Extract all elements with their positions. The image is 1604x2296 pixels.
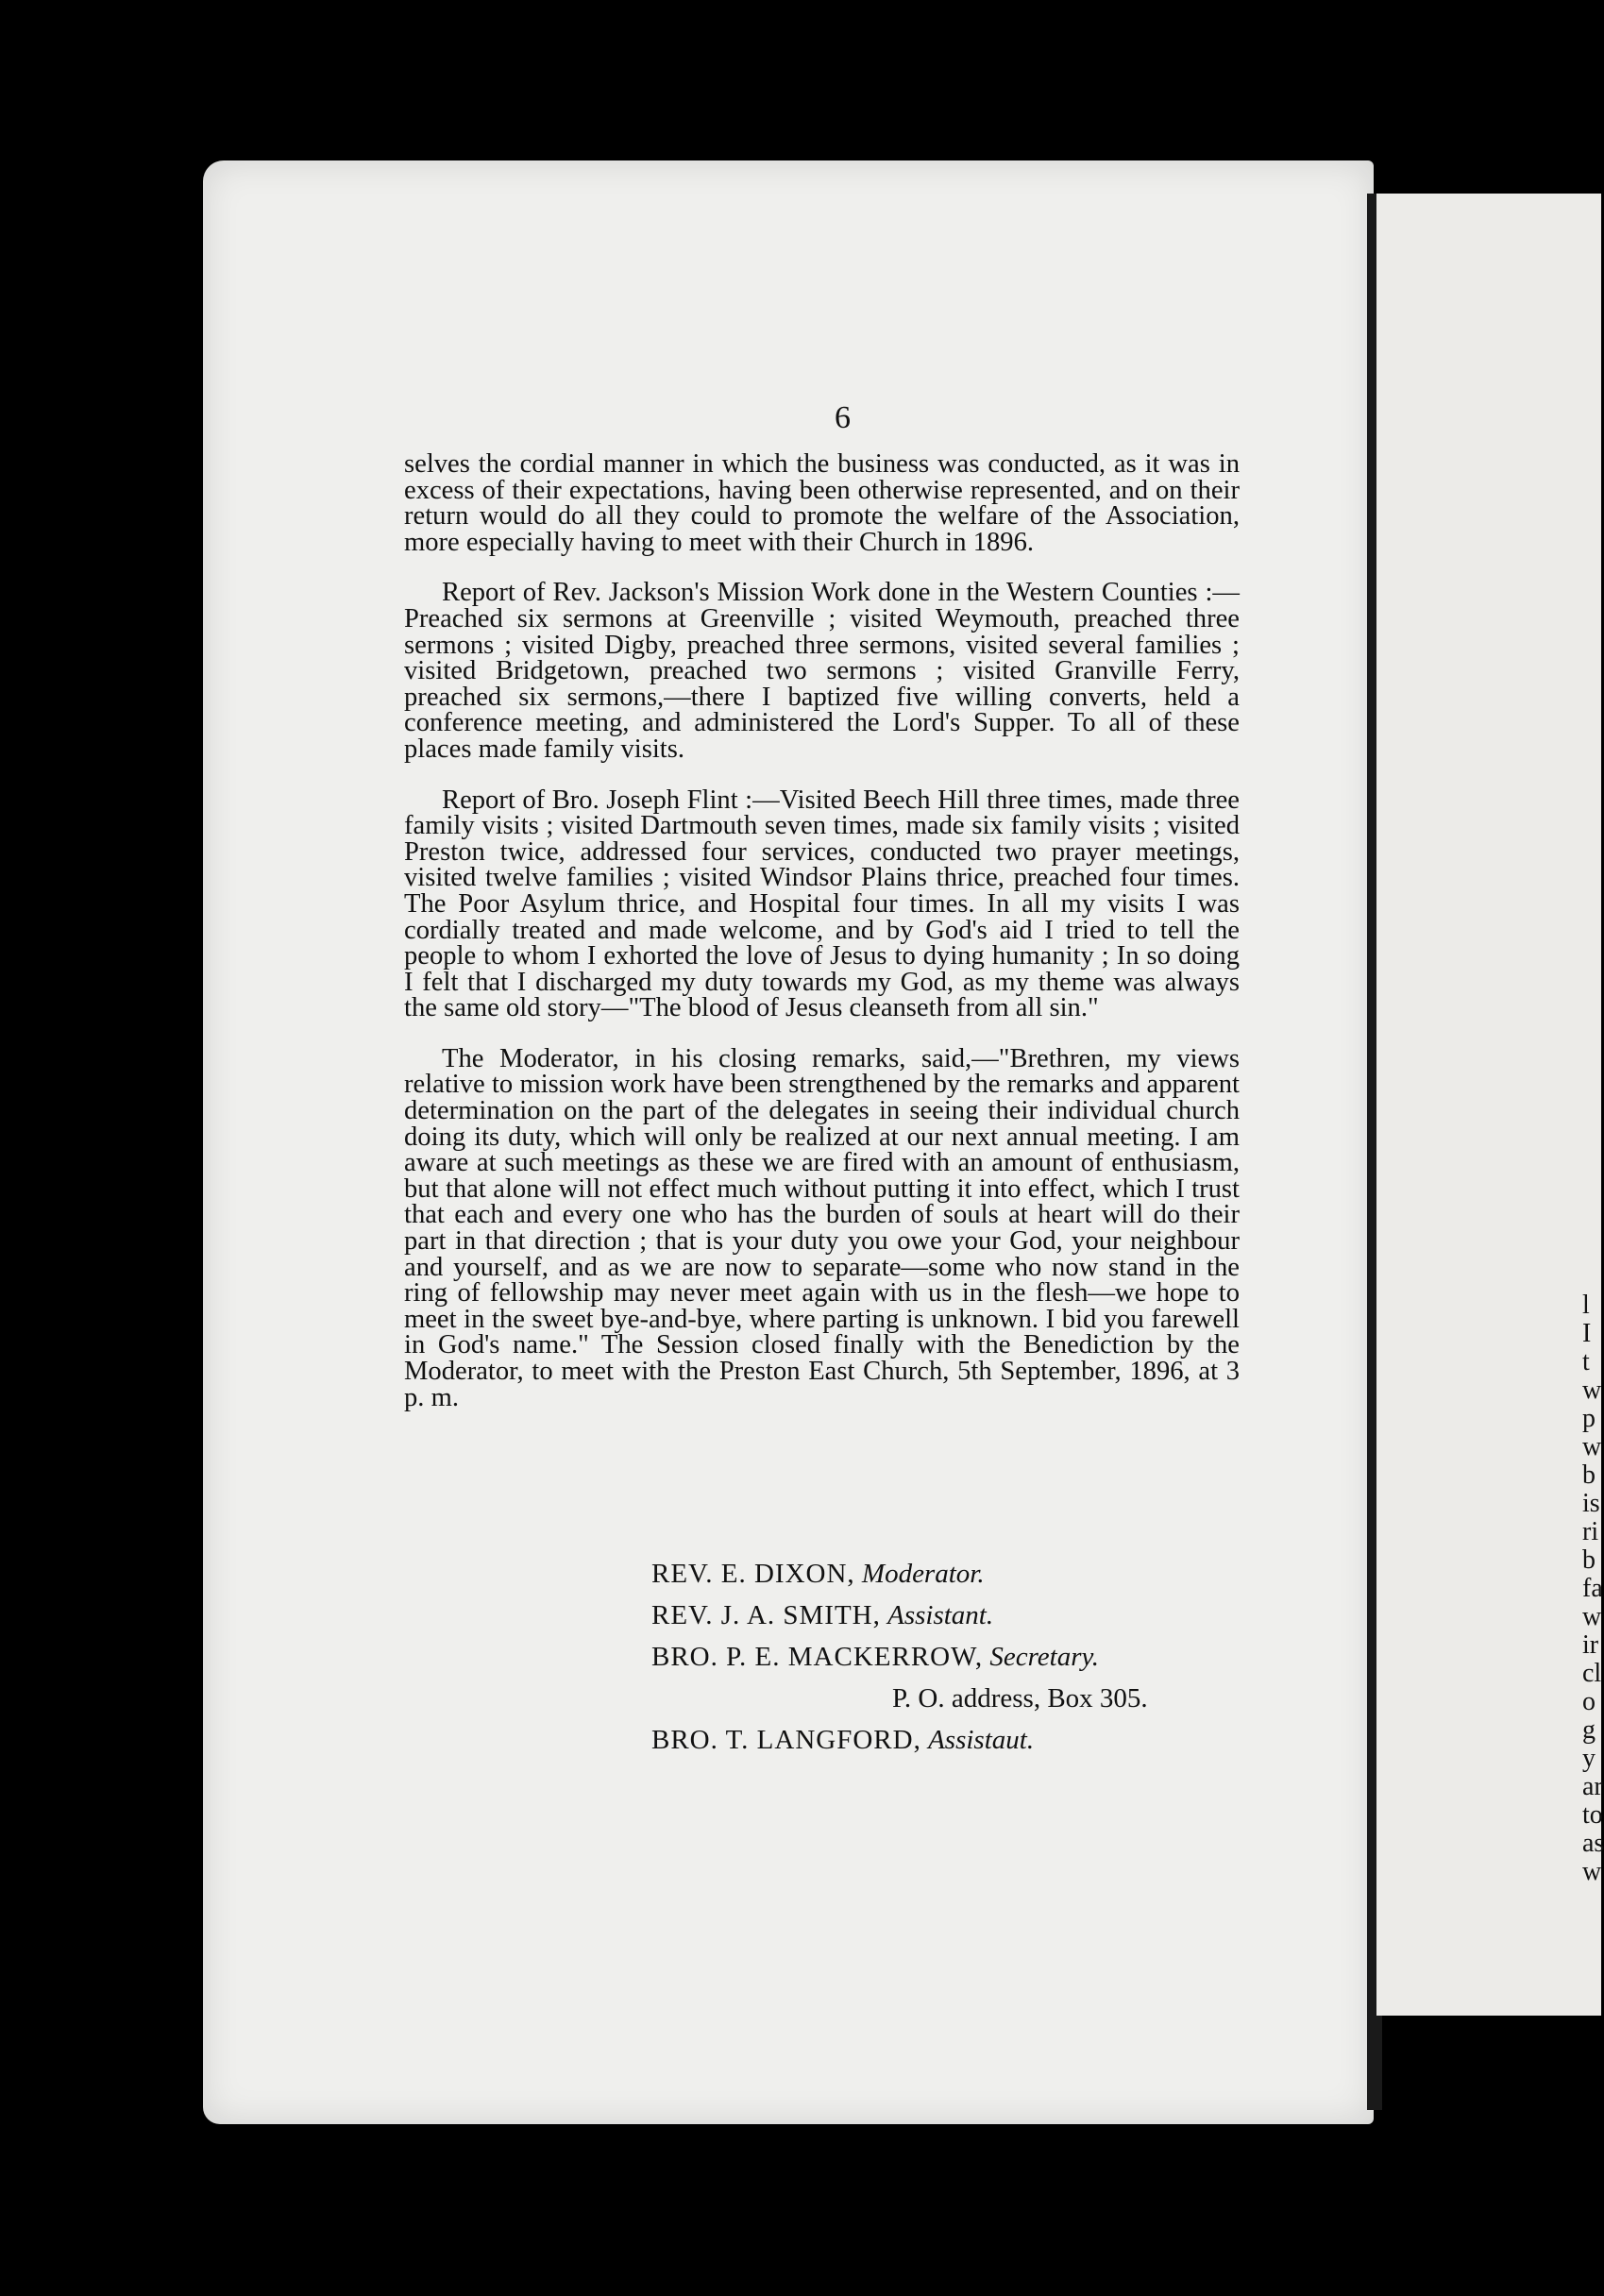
fragment: to [1582, 1800, 1603, 1830]
paragraph-jackson-report: Report of Rev. Jackson's Mission Work done in the Western Counties :—Preached six sermons at Greenville ; visited Weymouth, preached three sermons ; visited Digby, preached three sermons, visited several families ; visited Bridgetown, preached two sermons ; visited Granville Ferry, preached six sermons,—there I baptized five willing converts, held a conference meeting, and administered the Lord's Supper. To all of these places made family visits. [404, 578, 1240, 764]
signature-role: Secretary. [989, 1642, 1100, 1672]
fragment: ri [1582, 1517, 1599, 1546]
page-number: 6 [835, 400, 851, 435]
signature-assistant [651, 1595, 1312, 1636]
body-text [404, 451, 1240, 1435]
fragment: w [1582, 1376, 1602, 1405]
fragment: ar [1582, 1772, 1603, 1801]
fragment: b [1582, 1545, 1596, 1575]
paragraph-closing-sentence: selves the cordial manner in which the business was conducted, as it was in excess of their expectations, having been otherwise represented, and on their return would do all they could to promote the welfare of the Association, more especially having to meet with their Church in 1896. [404, 449, 1240, 557]
fragment: o [1582, 1687, 1596, 1716]
signature-name: REV. J. A. SMITH, [651, 1600, 881, 1630]
signature-name: BRO. P. E. MACKERROW, [651, 1642, 984, 1672]
fragment: p [1582, 1404, 1596, 1433]
fragment: w [1582, 1602, 1602, 1631]
fragment: l [1582, 1291, 1590, 1320]
signature-secretary [651, 1636, 1312, 1678]
fragment: t [1582, 1347, 1590, 1376]
signature-assistant-2 [651, 1719, 1312, 1761]
secretary-address: P. O. address, Box 305. [892, 1683, 1148, 1714]
signature-role: Assistant. [887, 1600, 994, 1630]
right-page-edge [1376, 194, 1604, 2016]
signature-name: REV. E. DIXON, [651, 1559, 855, 1589]
signature-block [651, 1553, 1312, 1761]
fragment: w [1582, 1432, 1602, 1461]
fragment: I [1582, 1319, 1592, 1348]
paragraph-flint-report: Report of Bro. Joseph Flint :—Visited Beech Hill three times, made three family visits ; visited Dartmouth seven times, made six family visits ; visited Preston twice, addressed four services, conducted two prayer meetings, visited twelve families ; visited Windsor Plains thrice, preached four times. The Poor Asylum thrice, and Hospital four times. In all my visits I was cordially treated and made welcome, and by God's aid I tried to tell the people to whom I exhorted the love of Jesus to dying humanity ; In so doing I felt that I discharged my duty towards my God, as my theme was always the same old story—"The blood of Jesus cleanseth from all sin." [404, 785, 1240, 1023]
paragraph-moderator-remarks: The Moderator, in his closing remarks, said,—"Brethren, my views relative to mission work have been strengthened by the remarks and apparent determination on the part of the delegates in seeing their individual church doing its duty, which will only be realized at our next annual meeting. I am aware at such meetings as these we are fired with an amount of enthusiasm, but that alone will not effect much without putting it into effect, which I trust that each and every one who has the burden of souls at heart will do their part in that direction ; that is your duty you owe your God, your neighbour and yourself, and as we are now to separate—some who now stand in the ring of fellowship may never meet again with us in the flesh—we hope to meet in the sweet bye-and-bye, where parting is unknown. I bid you farewell in God's name." The Session closed finally with the Benediction by the Moderator, to meet with the Preston East Church, 5th September, 1896, at 3 p. m. [404, 1043, 1240, 1412]
signature-name: BRO. T. LANGFORD, [651, 1725, 921, 1755]
fragment: ir [1582, 1630, 1599, 1660]
fragment: g [1582, 1715, 1596, 1745]
fragment: b [1582, 1460, 1596, 1490]
fragment: w [1582, 1857, 1602, 1886]
fragment: is [1582, 1489, 1600, 1518]
signature-role: Moderator. [861, 1559, 985, 1589]
fragment: as [1582, 1829, 1604, 1858]
signature-moderator [651, 1553, 1312, 1595]
signature-role: Assistaut. [928, 1725, 1035, 1755]
fragment: fa [1582, 1574, 1603, 1603]
fragment: y [1582, 1744, 1596, 1773]
fragment: cl [1582, 1659, 1602, 1688]
right-page-text-fragments [1582, 1291, 1604, 1886]
